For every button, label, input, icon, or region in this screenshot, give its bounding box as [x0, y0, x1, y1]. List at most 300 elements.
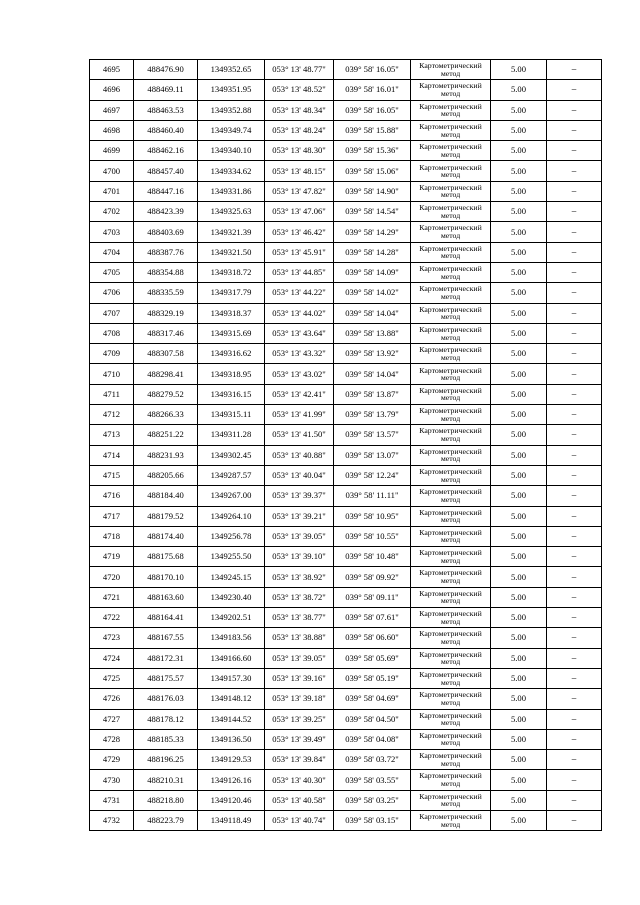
point-number-cell: 4708	[90, 323, 134, 343]
y-coordinate-cell: 1349267.00	[198, 486, 265, 506]
method-line1: Картометрический	[419, 629, 482, 639]
method-cell	[411, 262, 491, 282]
point-number-cell: 4717	[90, 506, 134, 526]
method-cell	[411, 161, 491, 181]
table-row	[90, 323, 602, 343]
method-cell	[411, 465, 491, 485]
accuracy-cell: 5.00	[491, 242, 547, 262]
method-line2: метод	[440, 373, 461, 383]
x-coordinate-cell: 488447.16	[134, 181, 198, 201]
longitude-cell: 039° 58' 07.61"	[334, 608, 411, 628]
note-cell: –	[547, 283, 602, 303]
accuracy-cell: 5.00	[491, 283, 547, 303]
table-row	[90, 628, 602, 648]
point-number-cell: 4696	[90, 80, 134, 100]
method-line2: метод	[440, 474, 461, 484]
note-cell: –	[547, 709, 602, 729]
accuracy-cell: 5.00	[491, 506, 547, 526]
note-cell: –	[547, 425, 602, 445]
note-cell: –	[547, 303, 602, 323]
note-cell: –	[547, 689, 602, 709]
method-line1: Картометрический	[419, 446, 482, 456]
method-cell	[411, 750, 491, 770]
method-line1: Картометрический	[419, 548, 482, 558]
table-row	[90, 120, 602, 140]
x-coordinate-cell: 488175.57	[134, 668, 198, 688]
point-number-cell: 4723	[90, 628, 134, 648]
method-line2: метод	[440, 819, 461, 829]
method-cell	[411, 405, 491, 425]
accuracy-cell: 5.00	[491, 364, 547, 384]
y-coordinate-cell: 1349202.51	[198, 608, 265, 628]
method-cell	[411, 80, 491, 100]
point-number-cell: 4695	[90, 60, 134, 80]
longitude-cell: 039° 58' 13.79"	[334, 405, 411, 425]
x-coordinate-cell: 488329.19	[134, 303, 198, 323]
method-cell	[411, 628, 491, 648]
point-number-cell: 4724	[90, 648, 134, 668]
method-line1: Картометрический	[419, 243, 482, 253]
accuracy-cell: 5.00	[491, 405, 547, 425]
latitude-cell: 053° 13' 38.72"	[265, 587, 334, 607]
accuracy-cell: 5.00	[491, 608, 547, 628]
point-number-cell: 4703	[90, 222, 134, 242]
latitude-cell: 053° 13' 41.50"	[265, 425, 334, 445]
point-number-cell: 4701	[90, 181, 134, 201]
longitude-cell: 039° 58' 15.88"	[334, 120, 411, 140]
note-cell: –	[547, 810, 602, 830]
y-coordinate-cell: 1349315.11	[198, 405, 265, 425]
point-number-cell: 4702	[90, 202, 134, 222]
latitude-cell: 053° 13' 43.02"	[265, 364, 334, 384]
method-line1: Картометрический	[419, 406, 482, 416]
point-number-cell: 4716	[90, 486, 134, 506]
method-line1: Картометрический	[419, 345, 482, 355]
latitude-cell: 053° 13' 39.18"	[265, 689, 334, 709]
latitude-cell: 053° 13' 39.21"	[265, 506, 334, 526]
latitude-cell: 053° 13' 39.37"	[265, 486, 334, 506]
y-coordinate-cell: 1349334.62	[198, 161, 265, 181]
method-line1: Картометрический	[419, 812, 482, 822]
longitude-cell: 039° 58' 03.72"	[334, 750, 411, 770]
method-line2: метод	[440, 636, 461, 646]
latitude-cell: 053° 13' 39.49"	[265, 729, 334, 749]
x-coordinate-cell: 488185.33	[134, 729, 198, 749]
method-cell	[411, 587, 491, 607]
longitude-cell: 039° 58' 05.69"	[334, 648, 411, 668]
note-cell: –	[547, 465, 602, 485]
x-coordinate-cell: 488462.16	[134, 141, 198, 161]
table-row	[90, 181, 602, 201]
method-line1: Картометрический	[419, 730, 482, 740]
method-line2: метод	[440, 190, 461, 200]
method-line2: метод	[440, 799, 461, 809]
table-row	[90, 587, 602, 607]
accuracy-cell: 5.00	[491, 547, 547, 567]
accuracy-cell: 5.00	[491, 181, 547, 201]
x-coordinate-cell: 488174.40	[134, 526, 198, 546]
method-cell	[411, 709, 491, 729]
point-number-cell: 4706	[90, 283, 134, 303]
note-cell: –	[547, 323, 602, 343]
method-line1: Картометрический	[419, 690, 482, 700]
note-cell: –	[547, 344, 602, 364]
accuracy-cell: 5.00	[491, 628, 547, 648]
y-coordinate-cell: 1349352.65	[198, 60, 265, 80]
x-coordinate-cell: 488178.12	[134, 709, 198, 729]
longitude-cell: 039° 58' 06.60"	[334, 628, 411, 648]
method-line2: метод	[440, 210, 461, 220]
method-line2: метод	[440, 758, 461, 768]
y-coordinate-cell: 1349287.57	[198, 465, 265, 485]
accuracy-cell: 5.00	[491, 60, 547, 80]
method-line1: Картометрический	[419, 710, 482, 720]
latitude-cell: 053° 13' 48.52"	[265, 80, 334, 100]
latitude-cell: 053° 13' 48.15"	[265, 161, 334, 181]
method-cell	[411, 526, 491, 546]
y-coordinate-cell: 1349349.74	[198, 120, 265, 140]
longitude-cell: 039° 58' 15.36"	[334, 141, 411, 161]
x-coordinate-cell: 488218.80	[134, 790, 198, 810]
accuracy-cell: 5.00	[491, 222, 547, 242]
longitude-cell: 039° 58' 14.54"	[334, 202, 411, 222]
x-coordinate-cell: 488184.40	[134, 486, 198, 506]
method-cell	[411, 608, 491, 628]
latitude-cell: 053° 13' 39.05"	[265, 526, 334, 546]
longitude-cell: 039° 58' 04.50"	[334, 709, 411, 729]
note-cell: –	[547, 80, 602, 100]
longitude-cell: 039° 58' 03.15"	[334, 810, 411, 830]
latitude-cell: 053° 13' 47.06"	[265, 202, 334, 222]
y-coordinate-cell: 1349264.10	[198, 506, 265, 526]
method-line2: метод	[440, 738, 461, 748]
table-row	[90, 506, 602, 526]
method-cell	[411, 648, 491, 668]
table-row	[90, 547, 602, 567]
latitude-cell: 053° 13' 46.42"	[265, 222, 334, 242]
y-coordinate-cell: 1349129.53	[198, 750, 265, 770]
x-coordinate-cell: 488403.69	[134, 222, 198, 242]
point-number-cell: 4714	[90, 445, 134, 465]
note-cell: –	[547, 100, 602, 120]
method-line1: Картометрический	[419, 751, 482, 761]
x-coordinate-cell: 488176.03	[134, 689, 198, 709]
note-cell: –	[547, 547, 602, 567]
y-coordinate-cell: 1349183.56	[198, 628, 265, 648]
table-row	[90, 344, 602, 364]
latitude-cell: 053° 13' 40.74"	[265, 810, 334, 830]
note-cell: –	[547, 181, 602, 201]
x-coordinate-cell: 488335.59	[134, 283, 198, 303]
method-line2: метод	[440, 779, 461, 789]
method-line2: метод	[440, 616, 461, 626]
y-coordinate-cell: 1349321.39	[198, 222, 265, 242]
longitude-cell: 039° 58' 16.01"	[334, 80, 411, 100]
table-row	[90, 567, 602, 587]
note-cell: –	[547, 364, 602, 384]
accuracy-cell: 5.00	[491, 668, 547, 688]
latitude-cell: 053° 13' 48.34"	[265, 100, 334, 120]
method-line2: метод	[440, 718, 461, 728]
method-line2: метод	[440, 515, 461, 525]
longitude-cell: 039° 58' 10.55"	[334, 526, 411, 546]
x-coordinate-cell: 488223.79	[134, 810, 198, 830]
latitude-cell: 053° 13' 39.25"	[265, 709, 334, 729]
y-coordinate-cell: 1349351.95	[198, 80, 265, 100]
point-number-cell: 4727	[90, 709, 134, 729]
table-row	[90, 486, 602, 506]
point-number-cell: 4699	[90, 141, 134, 161]
method-line1: Картометрический	[419, 466, 482, 476]
y-coordinate-cell: 1349318.72	[198, 262, 265, 282]
accuracy-cell: 5.00	[491, 120, 547, 140]
latitude-cell: 053° 13' 39.05"	[265, 648, 334, 668]
accuracy-cell: 5.00	[491, 486, 547, 506]
method-line1: Картометрический	[419, 527, 482, 537]
longitude-cell: 039° 58' 04.69"	[334, 689, 411, 709]
method-cell	[411, 120, 491, 140]
accuracy-cell: 5.00	[491, 344, 547, 364]
longitude-cell: 039° 58' 15.06"	[334, 161, 411, 181]
longitude-cell: 039° 58' 03.25"	[334, 790, 411, 810]
x-coordinate-cell: 488167.55	[134, 628, 198, 648]
table-row	[90, 283, 602, 303]
longitude-cell: 039° 58' 03.55"	[334, 770, 411, 790]
method-cell	[411, 810, 491, 830]
latitude-cell: 053° 13' 44.85"	[265, 262, 334, 282]
method-line1: Картометрический	[419, 426, 482, 436]
point-number-cell: 4715	[90, 465, 134, 485]
y-coordinate-cell: 1349325.63	[198, 202, 265, 222]
note-cell: –	[547, 405, 602, 425]
method-cell	[411, 384, 491, 404]
method-line1: Картометрический	[419, 121, 482, 131]
note-cell: –	[547, 790, 602, 810]
longitude-cell: 039° 58' 12.24"	[334, 465, 411, 485]
method-cell	[411, 668, 491, 688]
method-cell	[411, 283, 491, 303]
x-coordinate-cell: 488457.40	[134, 161, 198, 181]
note-cell: –	[547, 141, 602, 161]
accuracy-cell: 5.00	[491, 526, 547, 546]
method-line1: Картометрический	[419, 81, 482, 91]
method-cell	[411, 303, 491, 323]
note-cell: –	[547, 161, 602, 181]
y-coordinate-cell: 1349340.10	[198, 141, 265, 161]
longitude-cell: 039° 58' 09.11"	[334, 587, 411, 607]
x-coordinate-cell: 488460.40	[134, 120, 198, 140]
note-cell: –	[547, 750, 602, 770]
method-line2: метод	[440, 68, 461, 78]
latitude-cell: 053° 13' 39.10"	[265, 547, 334, 567]
point-number-cell: 4712	[90, 405, 134, 425]
method-line2: метод	[440, 291, 461, 301]
method-line1: Картометрический	[419, 284, 482, 294]
accuracy-cell: 5.00	[491, 729, 547, 749]
latitude-cell: 053° 13' 39.84"	[265, 750, 334, 770]
method-cell	[411, 425, 491, 445]
table-row	[90, 425, 602, 445]
y-coordinate-cell: 1349230.40	[198, 587, 265, 607]
method-cell	[411, 181, 491, 201]
point-number-cell: 4729	[90, 750, 134, 770]
x-coordinate-cell: 488210.31	[134, 770, 198, 790]
x-coordinate-cell: 488354.88	[134, 262, 198, 282]
method-line2: метод	[440, 88, 461, 98]
method-cell	[411, 344, 491, 364]
method-cell	[411, 323, 491, 343]
x-coordinate-cell: 488469.11	[134, 80, 198, 100]
latitude-cell: 053° 13' 40.58"	[265, 790, 334, 810]
method-line1: Картометрический	[419, 771, 482, 781]
method-line1: Картометрический	[419, 142, 482, 152]
longitude-cell: 039° 58' 14.09"	[334, 262, 411, 282]
latitude-cell: 053° 13' 48.24"	[265, 120, 334, 140]
longitude-cell: 039° 58' 04.08"	[334, 729, 411, 749]
point-number-cell: 4710	[90, 364, 134, 384]
method-line2: метод	[440, 433, 461, 443]
point-number-cell: 4698	[90, 120, 134, 140]
accuracy-cell: 5.00	[491, 141, 547, 161]
accuracy-cell: 5.00	[491, 648, 547, 668]
method-line1: Картометрический	[419, 61, 482, 71]
method-line2: метод	[440, 576, 461, 586]
method-cell	[411, 100, 491, 120]
longitude-cell: 039° 58' 16.05"	[334, 60, 411, 80]
latitude-cell: 053° 13' 40.04"	[265, 465, 334, 485]
note-cell: –	[547, 628, 602, 648]
table-row	[90, 729, 602, 749]
point-number-cell: 4726	[90, 689, 134, 709]
method-line1: Картометрический	[419, 162, 482, 172]
method-line1: Картометрический	[419, 223, 482, 233]
y-coordinate-cell: 1349255.50	[198, 547, 265, 567]
table-row	[90, 80, 602, 100]
longitude-cell: 039° 58' 09.92"	[334, 567, 411, 587]
y-coordinate-cell: 1349144.52	[198, 709, 265, 729]
longitude-cell: 039° 58' 14.90"	[334, 181, 411, 201]
y-coordinate-cell: 1349311.28	[198, 425, 265, 445]
table-row	[90, 770, 602, 790]
y-coordinate-cell: 1349136.50	[198, 729, 265, 749]
method-line1: Картометрический	[419, 324, 482, 334]
point-number-cell: 4732	[90, 810, 134, 830]
x-coordinate-cell: 488463.53	[134, 100, 198, 120]
method-cell	[411, 547, 491, 567]
method-line1: Картометрический	[419, 507, 482, 517]
table-row	[90, 526, 602, 546]
table-row	[90, 303, 602, 323]
note-cell: –	[547, 202, 602, 222]
x-coordinate-cell: 488205.66	[134, 465, 198, 485]
accuracy-cell: 5.00	[491, 810, 547, 830]
point-number-cell: 4700	[90, 161, 134, 181]
method-line1: Картометрический	[419, 101, 482, 111]
table-row	[90, 608, 602, 628]
accuracy-cell: 5.00	[491, 770, 547, 790]
x-coordinate-cell: 488279.52	[134, 384, 198, 404]
note-cell: –	[547, 526, 602, 546]
point-number-cell: 4707	[90, 303, 134, 323]
method-line2: метод	[440, 555, 461, 565]
y-coordinate-cell: 1349120.46	[198, 790, 265, 810]
note-cell: –	[547, 587, 602, 607]
longitude-cell: 039° 58' 13.87"	[334, 384, 411, 404]
y-coordinate-cell: 1349118.49	[198, 810, 265, 830]
x-coordinate-cell: 488172.31	[134, 648, 198, 668]
x-coordinate-cell: 488179.52	[134, 506, 198, 526]
method-line2: метод	[440, 332, 461, 342]
method-line2: метод	[440, 231, 461, 241]
method-line1: Картометрический	[419, 264, 482, 274]
method-line2: метод	[440, 697, 461, 707]
longitude-cell: 039° 58' 13.57"	[334, 425, 411, 445]
latitude-cell: 053° 13' 44.02"	[265, 303, 334, 323]
method-line2: метод	[440, 312, 461, 322]
method-line2: метод	[440, 352, 461, 362]
table-row	[90, 465, 602, 485]
method-line1: Картометрический	[419, 182, 482, 192]
y-coordinate-cell: 1349126.16	[198, 770, 265, 790]
x-coordinate-cell: 488307.58	[134, 344, 198, 364]
accuracy-cell: 5.00	[491, 80, 547, 100]
longitude-cell: 039° 58' 14.04"	[334, 364, 411, 384]
table-row	[90, 100, 602, 120]
y-coordinate-cell: 1349352.88	[198, 100, 265, 120]
latitude-cell: 053° 13' 44.22"	[265, 283, 334, 303]
table-row	[90, 262, 602, 282]
table-row	[90, 202, 602, 222]
accuracy-cell: 5.00	[491, 750, 547, 770]
accuracy-cell: 5.00	[491, 465, 547, 485]
method-line1: Картометрический	[419, 649, 482, 659]
coordinates-table	[89, 59, 602, 831]
longitude-cell: 039° 58' 16.05"	[334, 100, 411, 120]
y-coordinate-cell: 1349256.78	[198, 526, 265, 546]
method-cell	[411, 770, 491, 790]
accuracy-cell: 5.00	[491, 445, 547, 465]
latitude-cell: 053° 13' 40.88"	[265, 445, 334, 465]
x-coordinate-cell: 488476.90	[134, 60, 198, 80]
method-line2: метод	[440, 393, 461, 403]
method-line1: Картометрический	[419, 203, 482, 213]
longitude-cell: 039° 58' 14.04"	[334, 303, 411, 323]
method-cell	[411, 486, 491, 506]
method-cell	[411, 567, 491, 587]
note-cell: –	[547, 120, 602, 140]
latitude-cell: 053° 13' 43.64"	[265, 323, 334, 343]
note-cell: –	[547, 770, 602, 790]
table-row	[90, 790, 602, 810]
method-line1: Картометрический	[419, 365, 482, 375]
method-cell	[411, 364, 491, 384]
note-cell: –	[547, 242, 602, 262]
longitude-cell: 039° 58' 13.92"	[334, 344, 411, 364]
latitude-cell: 053° 13' 39.16"	[265, 668, 334, 688]
longitude-cell: 039° 58' 14.29"	[334, 222, 411, 242]
method-line1: Картометрический	[419, 568, 482, 578]
method-cell	[411, 242, 491, 262]
x-coordinate-cell: 488423.39	[134, 202, 198, 222]
latitude-cell: 053° 13' 45.91"	[265, 242, 334, 262]
point-number-cell: 4721	[90, 587, 134, 607]
table-row	[90, 222, 602, 242]
y-coordinate-cell: 1349321.50	[198, 242, 265, 262]
method-line1: Картометрический	[419, 791, 482, 801]
latitude-cell: 053° 13' 48.30"	[265, 141, 334, 161]
note-cell: –	[547, 729, 602, 749]
x-coordinate-cell: 488317.46	[134, 323, 198, 343]
